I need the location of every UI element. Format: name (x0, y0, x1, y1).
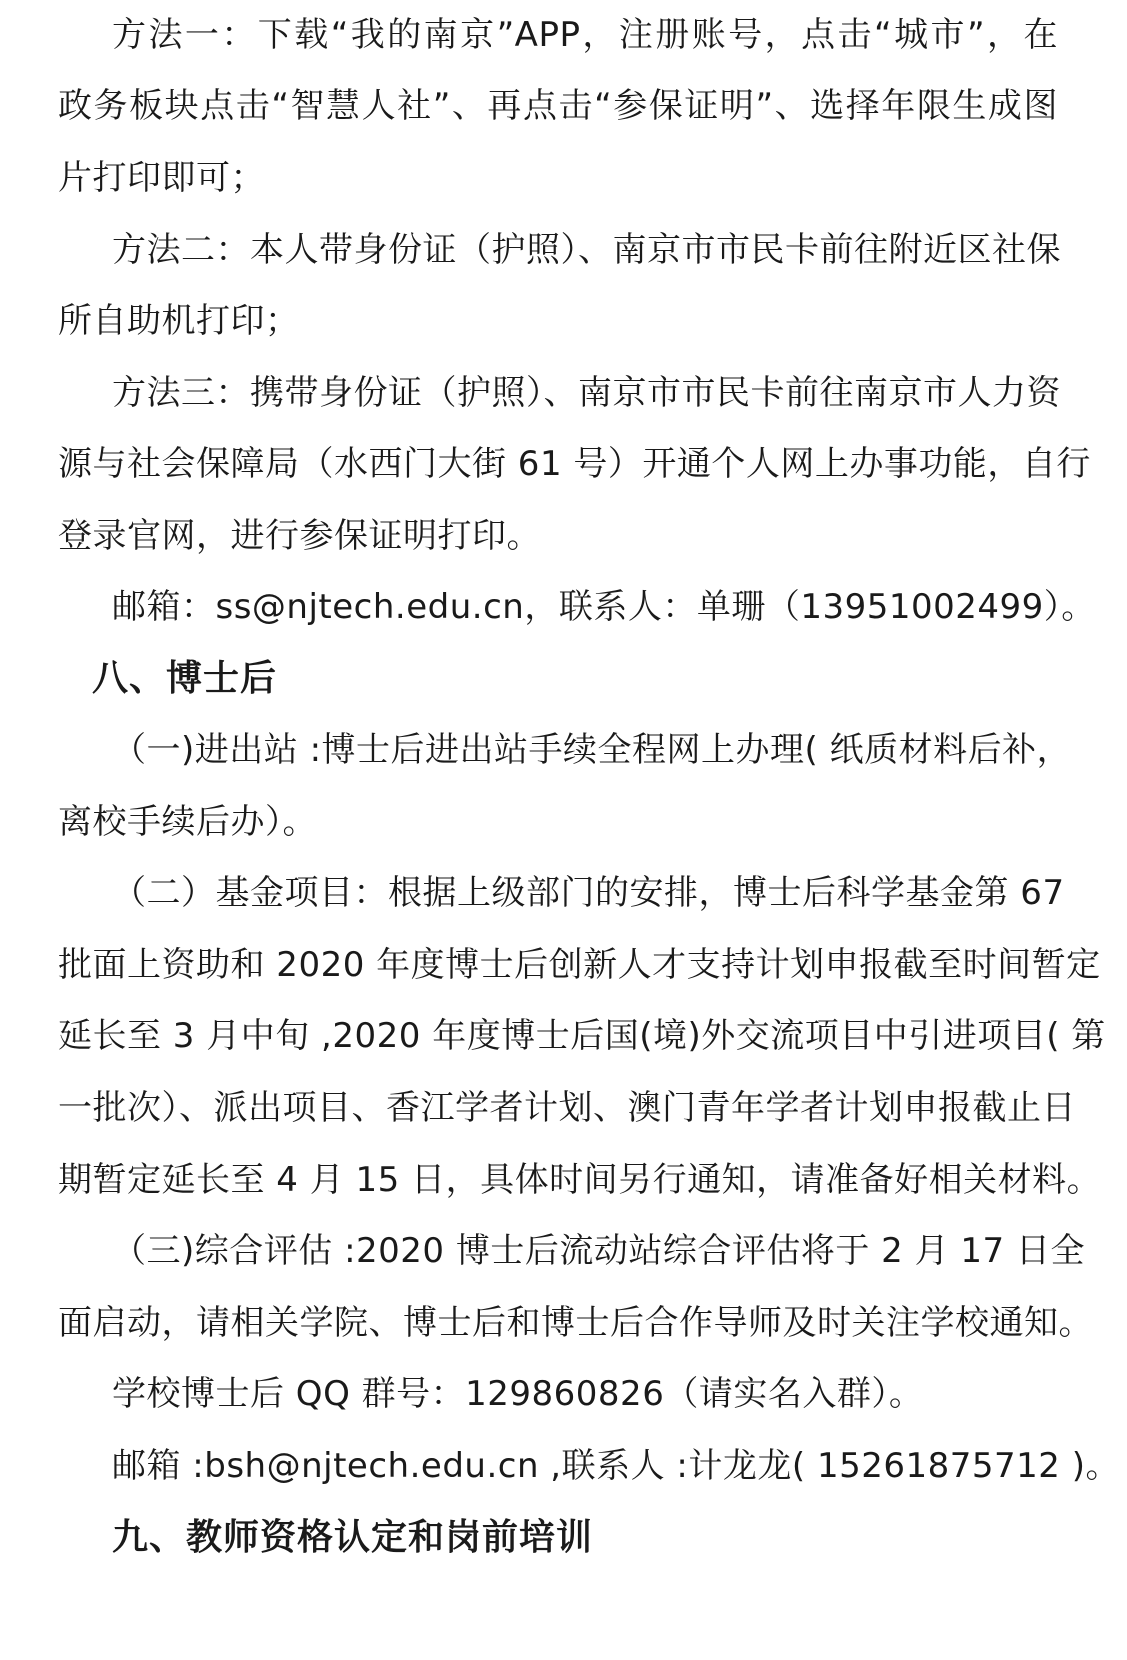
section8-item3-line1: （三)综合评估 :2020 博士后流动站综合评估将于 2 月 17 日全 (112, 1231, 1085, 1271)
section8-item2-line3: 延长至 3 月中旬 ,2020 年度博士后国(境)外交流项目中引进项目( 第 (58, 1016, 1106, 1056)
method1-line3: 片打印即可； (58, 158, 265, 198)
section8-qq-group: 学校博士后 QQ 群号：129860826（请实名入群）。 (112, 1374, 924, 1414)
method3-line3: 登录官网，进行参保证明打印。 (58, 516, 541, 556)
contact-social-security: 邮箱：ss@njtech.edu.cn，联系人：单珊（13951002499）。 (112, 587, 1096, 627)
section9-heading: 九、教师资格认定和岗前培训 (112, 1517, 594, 1558)
section8-item1-line2: 离校手续后办）。 (58, 802, 317, 842)
section8-item3-line2: 面启动，请相关学院、博士后和博士后合作导师及时关注学校通知。 (58, 1303, 1093, 1343)
section8-item2-line1: （二）基金项目：根据上级部门的安排，博士后科学基金第 67 (112, 873, 1065, 913)
section8-item1-line1: （一)进出站 :博士后进出站手续全程网上办理( 纸质材料后补， (112, 730, 1072, 770)
method1-line1: 方法一：下载“我的南京”APP，注册账号，点击“城市”，在 (112, 15, 1058, 55)
method3-line2: 源与社会保障局（水西门大街 61 号）开通个人网上办事功能，自行 (58, 444, 1091, 484)
method3-line1: 方法三：携带身份证（护照）、南京市市民卡前往南京市人力资 (112, 373, 1061, 413)
section8-contact: 邮箱 :bsh@njtech.edu.cn ,联系人 :计龙龙( 15261875712 )。 (112, 1446, 1120, 1486)
section8-item2-line2: 批面上资助和 2020 年度博士后创新人才支持计划申报截至时间暂定 (58, 945, 1101, 985)
section8-item2-line5: 期暂定延长至 4 月 15 日，具体时间另行通知，请准备好相关材料。 (58, 1160, 1102, 1200)
section8-heading: 八、博士后 (92, 658, 278, 699)
method2-line2: 所自助机打印； (58, 301, 300, 341)
section8-item2-line4: 一批次）、派出项目、香江学者计划、澳门青年学者计划申报截止日 (58, 1088, 1076, 1128)
method1-line2: 政务板块点击“智慧人社”、再点击“参保证明”、选择年限生成图 (58, 86, 1058, 126)
method2-line1: 方法二：本人带身份证（护照）、南京市市民卡前往附近区社保 (112, 230, 1061, 270)
